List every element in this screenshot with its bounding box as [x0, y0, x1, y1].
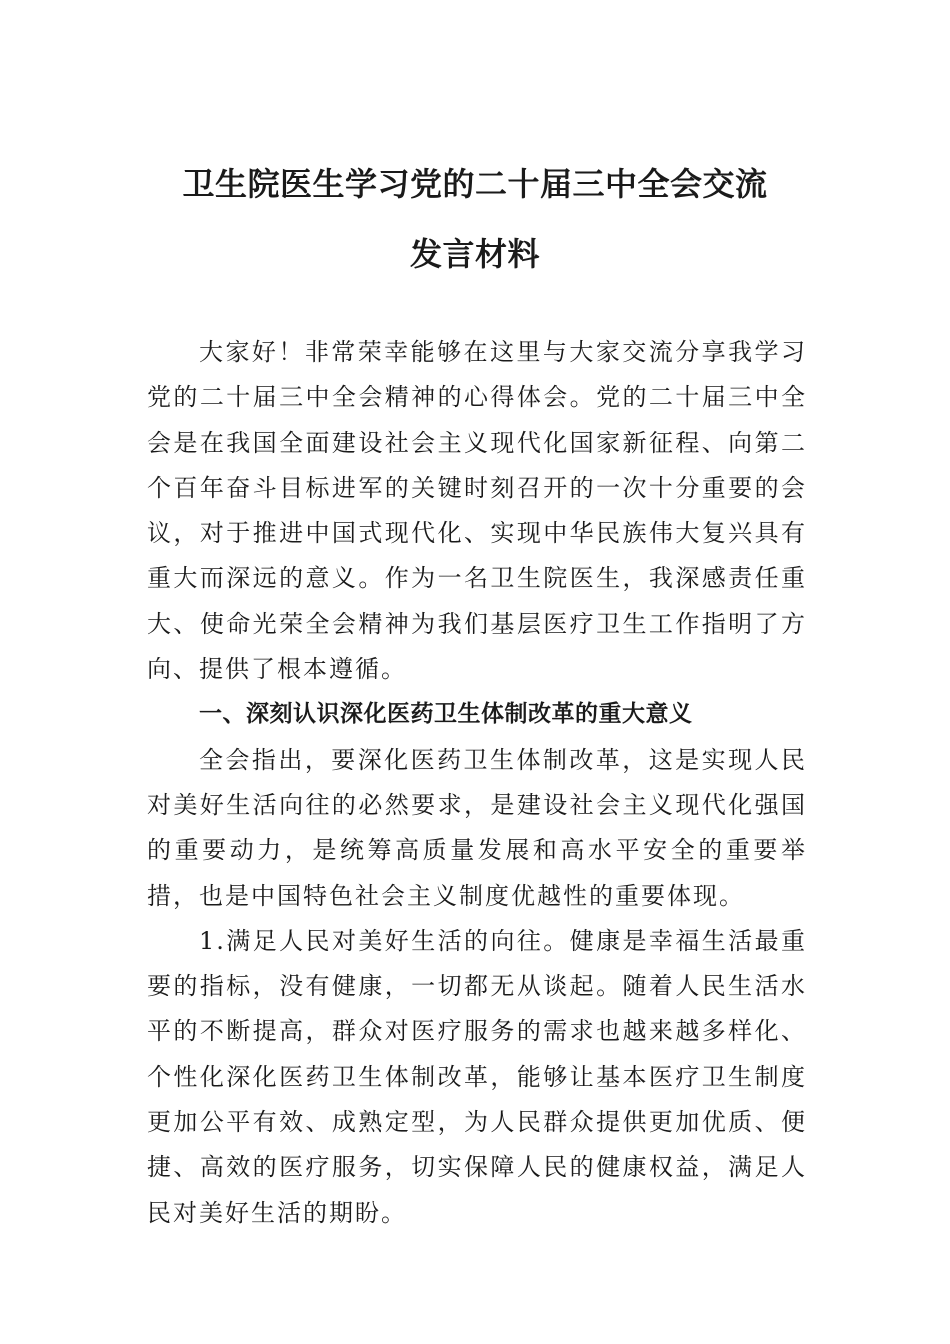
- document-title-line-1: 卫生院医生学习党的二十届三中全会交流: [182, 165, 768, 203]
- document-body: [147, 330, 807, 1236]
- point-1-paragraph: 1.满足人民对美好生活的向往。健康是幸福生活最重要的指标，没有健康，一切都无从谈起。随着人民生活水平的不断提高，群众对医疗服务的需求也越来越多样化、个性化深化医药卫生体制改革，能够让基本医疗卫生制度更加公平有效、成熟定型，为人民群众提供更加优质、便捷、高效的医疗服务，切实保障人民的健康权益，满足人民对美好生活的期盼。: [147, 926, 807, 1227]
- document-title-line-2: 发言材料: [409, 235, 540, 273]
- intro-paragraph: 大家好！非常荣幸能够在这里与大家交流分享我学习党的二十届三中全会精神的心得体会。党的二十届三中全会是在我国全面建设社会主义现代化国家新征程、向第二个百年奋斗目标进军的关键时刻召开的一次十分重要的会议，对于推进中国式现代化、实现中华民族伟大复兴具有重大而深远的意义。作为一名卫生院医生，我深感责任重大、使命光荣全会精神为我们基层医疗卫生工作指明了方向、提供了根本遵循。: [147, 338, 807, 684]
- section-heading-1: 一、深刻认识深化医药卫生体制改革的重大意义: [199, 701, 693, 728]
- section-1-paragraph: 全会指出，要深化医药卫生体制改革，这是实现人民对美好生活向往的必然要求，是建设社会主义现代化强国的重要动力，是统筹高质量发展和高水平安全的重要举措，也是中国特色社会主义制度优越性的重要体现。: [147, 745, 807, 910]
